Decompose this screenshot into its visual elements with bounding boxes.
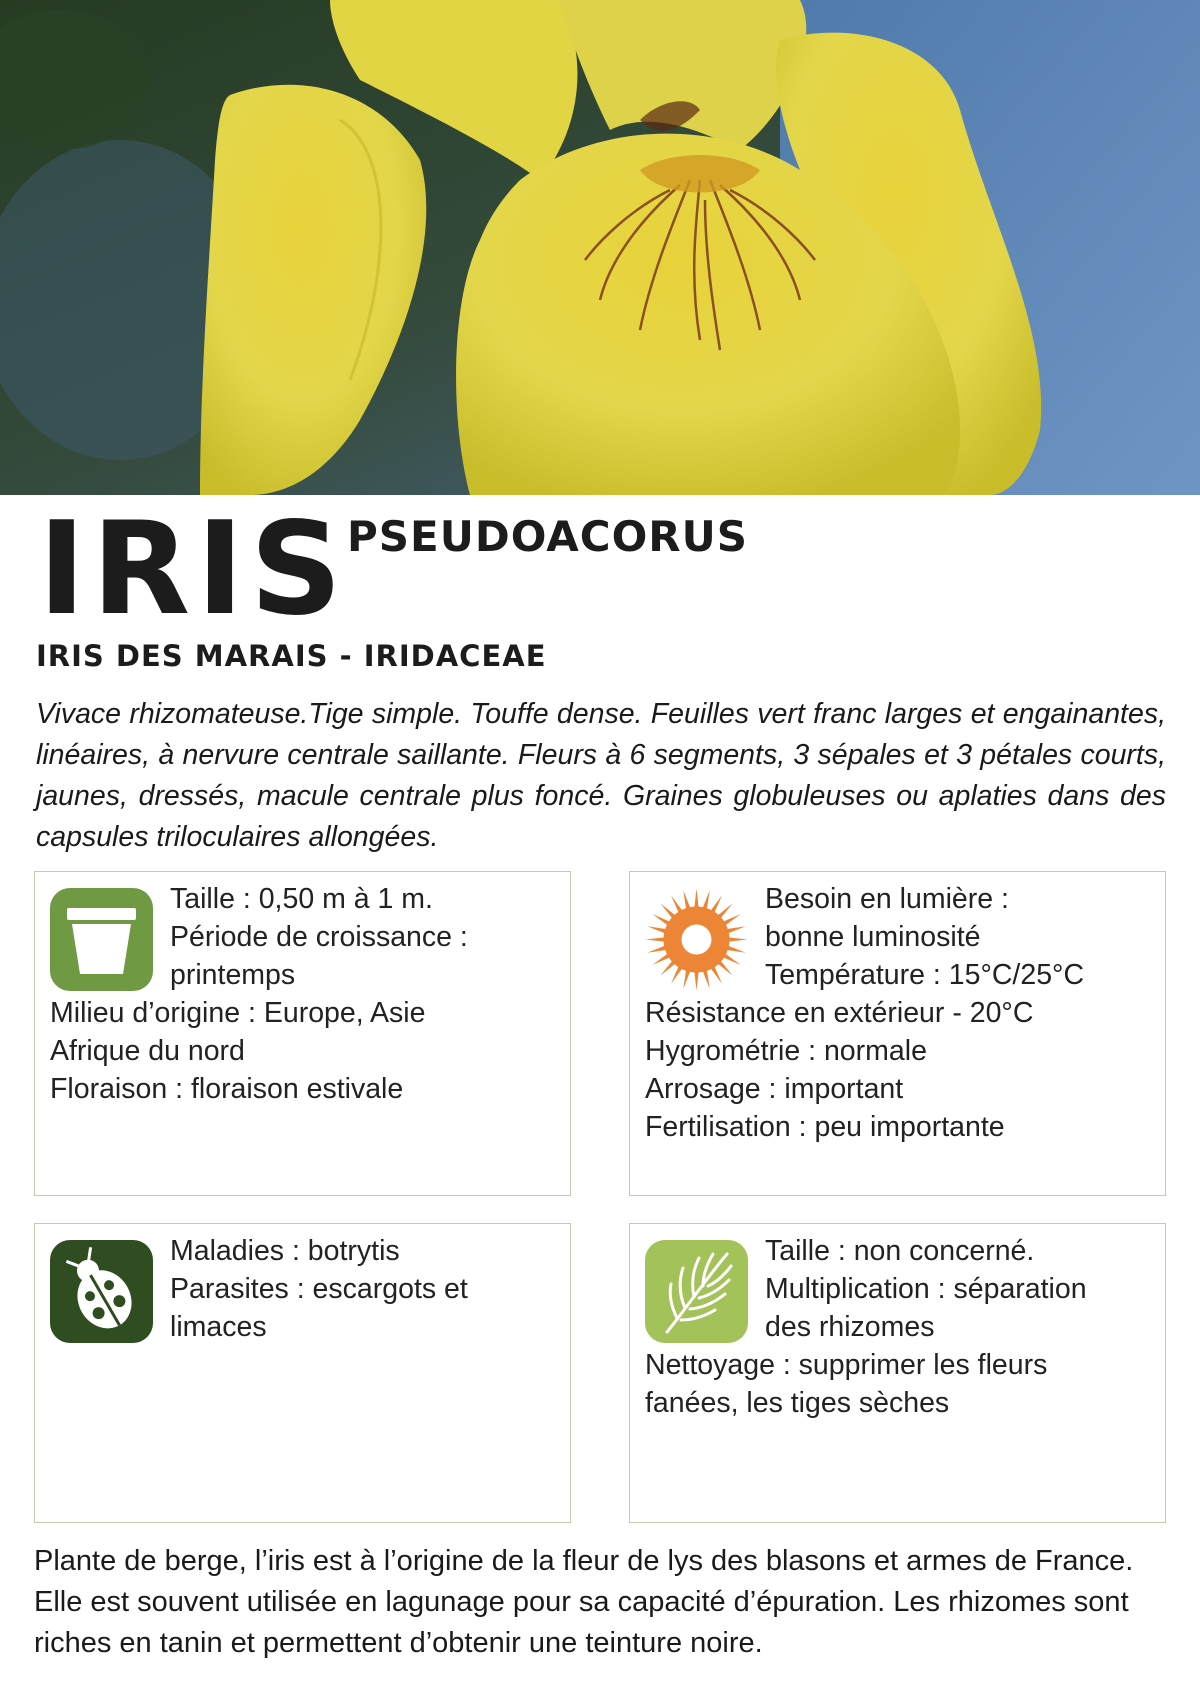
card-line: Résistance en extérieur - 20°C [645, 997, 1034, 1029]
card-line: Période de croissance : [170, 921, 468, 953]
card-line: Multiplication : séparation [765, 1273, 1087, 1305]
genus-title: IRIS [38, 495, 348, 644]
card-line: Maladies : botrytis [170, 1235, 400, 1267]
card-line: des rhizomes [765, 1311, 935, 1343]
card-line: Parasites : escargots et [170, 1273, 468, 1305]
card-line: Besoin en lumière : [765, 883, 1009, 915]
species-title: PSEUDOACORUS [347, 512, 748, 561]
card-line: Milieu d’origine : Europe, Asie [50, 997, 426, 1029]
plant-description: Vivace rhizomateuse.Tige simple. Touffe dense. Feuilles vert franc larges et engainantes, linéaires, à nervure centrale saillante. Fleurs à 6 segments, 3 sépales et 3 pétales courts, jaunes, dressés, macule centrale plus foncé. Graines globuleuses ou aplaties dans des capsules triloculaires allongées. [36, 698, 1166, 853]
footer-note: Plante de berge, l’iris est à l’origine de la fleur de lys des blasons et armes de France. Elle est souvent utilisée en lagunage pour sa capacité d’épuration. Les rhizomes sont riches en tanin et permettent d’obtenir une teinture noire. [34, 1545, 1134, 1659]
card-line: Nettoyage : supprimer les fleurs [645, 1349, 1048, 1381]
card-line: Fertilisation : peu importante [645, 1111, 1005, 1143]
common-name-family: IRIS DES MARAIS - IRIDACEAE [36, 639, 547, 673]
card-line: Température : 15°C/25°C [765, 959, 1085, 991]
card-line: Arrosage : important [645, 1073, 904, 1105]
card-line: Afrique du nord [50, 1035, 245, 1067]
card-line: fanées, les tiges sèches [645, 1387, 950, 1419]
card-line: limaces [170, 1311, 267, 1343]
card-line: Taille : non concerné. [765, 1235, 1035, 1267]
card-growth-origin [34, 871, 571, 1196]
card-line: Floraison : floraison estivale [50, 1073, 404, 1105]
card-diseases-pests [34, 1223, 571, 1523]
card-light-climate [629, 871, 1166, 1196]
card-line: Taille : 0,50 m à 1 m. [170, 883, 433, 915]
card-line: Hygrométrie : normale [645, 1035, 927, 1067]
hero-photo-iris-flower [0, 0, 1200, 495]
card-line: printemps [170, 959, 296, 991]
card-maintenance [629, 1223, 1166, 1523]
card-line: bonne luminosité [765, 921, 981, 953]
